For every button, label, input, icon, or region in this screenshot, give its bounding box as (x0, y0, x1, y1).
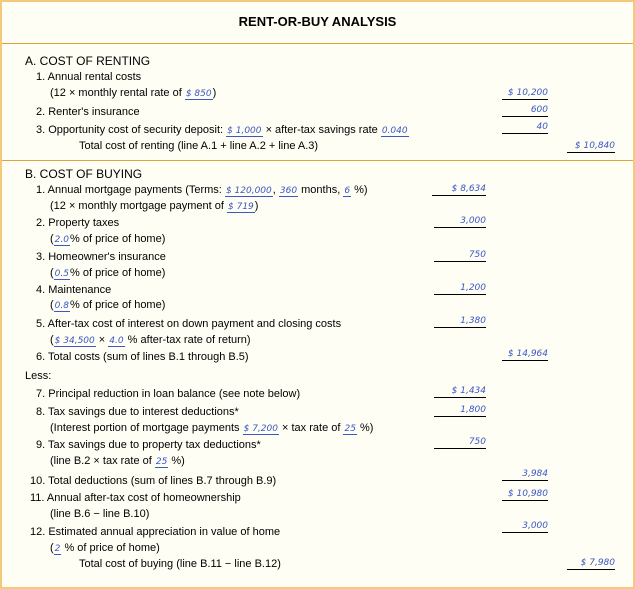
buy-line-2-label: 2. Property taxes (36, 217, 120, 229)
buy-line-3-amount: 750 (434, 250, 486, 262)
buy-line-12-label: 12. Estimated annual appreciation in value of home (30, 526, 281, 538)
buy-line-9-amount: 750 (434, 437, 486, 449)
buy-total-label: Total cost of buying (line B.11 − line B.12) (79, 558, 281, 570)
property-tax-pct: 2.0 (54, 235, 69, 245)
buy-line-2-amount: 3,000 (434, 216, 486, 228)
monthly-payment-value: $ 719 (228, 202, 254, 212)
less-label: Less: (25, 370, 52, 382)
renting-heading: A. COST OF RENTING (25, 54, 151, 68)
interest-portion-value: $ 7,200 (243, 424, 278, 434)
appreciation-pct: 2 (54, 544, 61, 554)
down-payment-value: $ 34,500 (54, 336, 95, 346)
buy-line-12-amount: 3,000 (502, 521, 548, 533)
buy-line-12-detail: (2 % of price of home) (50, 542, 160, 554)
rent-line-1-detail: (12 × monthly rental rate of $ 850) (50, 87, 217, 99)
rent-line-1-amount: $ 10,200 (502, 88, 548, 100)
buy-line-8-amount: 1,800 (434, 405, 486, 417)
rent-line-2-label: 2. Renter's insurance (36, 106, 140, 118)
buying-heading: B. COST OF BUYING (25, 167, 143, 181)
buy-line-11-label: 11. Annual after-tax cost of homeownership (30, 492, 241, 504)
buy-line-5-label: 5. After-tax cost of interest on down payment and closing costs (36, 318, 342, 330)
buy-line-9-label: 9. Tax savings due to property tax deductions* (36, 439, 261, 451)
buy-line-3-detail: (0.5% of price of home) (50, 267, 166, 279)
insurance-pct: 0.5 (54, 269, 69, 279)
loan-principal-value: $ 120,000 (225, 186, 272, 196)
buy-line-7-amount: $ 1,434 (434, 386, 486, 398)
buy-total-amount: $ 7,980 (567, 558, 615, 570)
buy-line-8-detail: (Interest portion of mortgage payments $ 7,200 × tax rate of 25 %) (50, 422, 374, 434)
buy-line-11-amount: $ 10,980 (502, 489, 548, 501)
interest-tax-rate: 25 (344, 424, 356, 434)
title-divider (2, 43, 633, 44)
buy-line-6-label: 6. Total costs (sum of lines B.1 through B.5) (36, 351, 249, 363)
page-title: RENT-OR-BUY ANALYSIS (238, 14, 397, 29)
buy-line-6-amount: $ 14,964 (502, 349, 548, 361)
buy-line-9-detail: (line B.2 × tax rate of 25 %) (50, 455, 185, 467)
loan-months-value: 360 (279, 186, 298, 196)
buy-line-4-label: 4. Maintenance (36, 284, 112, 296)
buy-line-5-detail: ($ 34,500 × 4.0 % after-tax rate of return) (50, 334, 251, 346)
buy-line-8-label: 8. Tax savings due to interest deductions* (36, 406, 239, 418)
savings-rate-value: 0.040 (381, 126, 408, 136)
maintenance-pct: 0.8 (54, 301, 69, 311)
rent-line-3-label: 3. Opportunity cost of security deposit: $ 1,000 × after-tax savings rate 0.040 (36, 124, 408, 136)
buy-line-4-detail: (0.8% of price of home) (50, 299, 166, 311)
buy-line-1-detail: (12 × monthly mortgage payment of $ 719) (50, 200, 259, 212)
monthly-rent-value: $ 850 (185, 89, 212, 99)
buy-line-3-label: 3. Homeowner's insurance (36, 251, 166, 263)
rent-line-1-label: 1. Annual rental costs (36, 71, 142, 83)
after-tax-return-value: 4.0 (109, 336, 124, 346)
buy-line-5-amount: 1,380 (434, 316, 486, 328)
rent-line-3-amount: 40 (502, 122, 548, 134)
security-deposit-value: $ 1,000 (227, 126, 262, 136)
rent-total-amount: $ 10,840 (567, 141, 615, 153)
rent-or-buy-worksheet (2, 2, 633, 587)
buy-line-1-amount: $ 8,634 (432, 184, 486, 196)
rent-total-label: Total cost of renting (line A.1 + line A.2 + line A.3) (79, 140, 319, 152)
section-divider (2, 160, 633, 161)
buy-line-2-detail: (2.0% of price of home) (50, 233, 166, 245)
buy-line-4-amount: 1,200 (434, 283, 486, 295)
loan-rate-value: 6 (344, 186, 351, 196)
rent-line-2-amount: 600 (502, 105, 548, 117)
buy-line-10-amount: 3,984 (502, 469, 548, 481)
buy-line-10-label: 10. Total deductions (sum of lines B.7 through B.9) (30, 475, 277, 487)
property-tax-rate: 25 (155, 457, 168, 467)
buy-line-11-detail: (line B.6 − line B.10) (50, 508, 150, 520)
buy-line-1-label: 1. Annual mortgage payments (Terms: $ 120,000, 360 months, 6 %) (36, 184, 368, 196)
buy-line-7-label: 7. Principal reduction in loan balance (see note below) (36, 388, 301, 400)
